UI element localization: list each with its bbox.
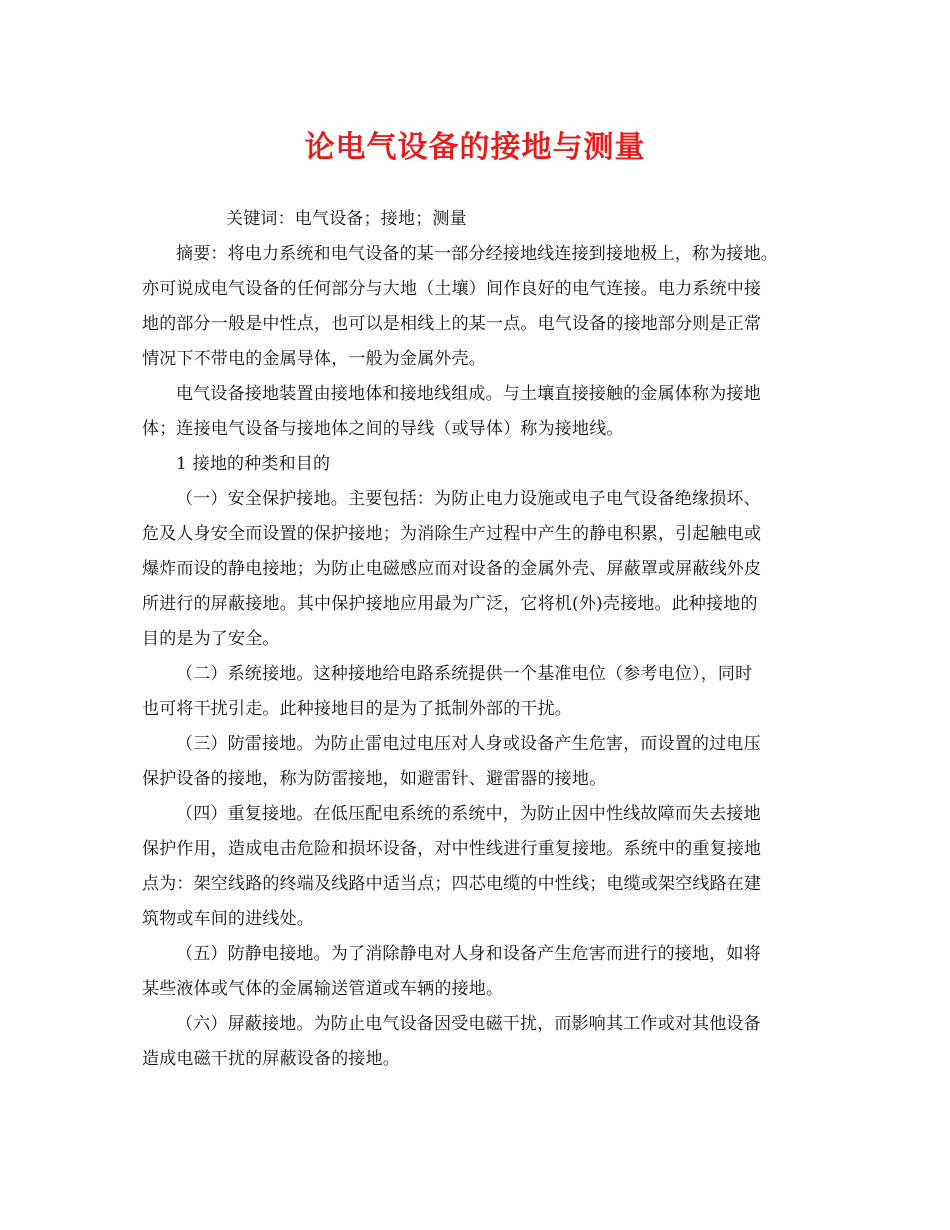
paragraph-line: （三）防雷接地。为防止雷电过电压对人身或设备产生危害，而设置的过电压	[176, 734, 761, 754]
paragraph-line: 保护设备的接地，称为防雷接地，如避雷针、避雷器的接地。	[142, 769, 607, 789]
paragraph-line: 地的部分一般是中性点，也可以是相线上的某一点。电气设备的接地部分则是正常	[142, 314, 762, 334]
paragraph-line: 保护作用，造成电击危险和损坏设备，对中性线进行重复接地。系统中的重复接地	[142, 839, 762, 859]
paragraph-grounding-device	[142, 377, 825, 447]
paragraph-line: 所进行的屏蔽接地。其中保护接地应用最为广泛，它将机(外)壳接地。此种接地的	[142, 594, 758, 614]
keywords-line: 关键词：电气设备；接地；测量	[226, 209, 467, 229]
paragraph-line: 摘要：将电力系统和电气设备的某一部分经接地线连接到接地极上，称为接地。	[176, 244, 778, 264]
paragraph-line: 造成电磁干扰的屏蔽设备的接地。	[142, 1049, 400, 1069]
paragraph-line: （四）重复接地。在低压配电系统的系统中，为防止因中性线故障而失去接地	[176, 804, 761, 824]
paragraph-line: （二）系统接地。这种接地给电路系统提供一个基准电位（参考电位），同时	[176, 664, 753, 684]
paragraph-line: 也可将干扰引走。此种接地目的是为了抵制外部的干扰。	[142, 699, 572, 719]
paragraph-line: 筑物或车间的进线处。	[142, 909, 314, 929]
paragraph-line: （五）防静电接地。为了消除静电对人身和设备产生危害而进行的接地，如将	[176, 944, 761, 964]
paragraph-line: 体；连接电气设备与接地体之间的导线（或导体）称为接地线。	[142, 419, 624, 439]
paragraph-line: 某些液体或气体的金属输送管道或车辆的接地。	[142, 979, 504, 999]
paragraph-line: 点为：架空线路的终端及线路中适当点；四芯电缆的中性线；电缆或架空线路在建	[142, 874, 762, 894]
paragraph-shield-grounding	[142, 1007, 825, 1077]
paragraph-line: 爆炸而设的静电接地；为防止电磁感应而对设备的金属外壳、屏蔽罩或屏蔽线外皮	[142, 559, 762, 579]
paragraph-safety-grounding	[142, 482, 825, 657]
paragraph-line: （六）屏蔽接地。为防止电气设备因受电磁干扰，而影响其工作或对其他设备	[176, 1014, 761, 1034]
paragraph-line: 电气设备接地装置由接地体和接地线组成。与土壤直接接触的金属体称为接地	[176, 384, 761, 404]
paragraph-line: 危及人身安全而设置的保护接地；为消除生产过程中产生的静电积累，引起触电或	[142, 524, 762, 544]
paragraph-lightning-grounding	[142, 727, 825, 797]
section-heading	[142, 447, 825, 482]
paragraph-line: 情况下不带电的金属导体，一般为金属外壳。	[142, 349, 486, 369]
paragraph-line: 亦可说成电气设备的任何部分与大地（土壤）间作良好的电气连接。电力系统中接	[142, 279, 762, 299]
paragraph-line: （一）安全保护接地。主要包括：为防止电力设施或电子电气设备绝缘损坏、	[176, 489, 761, 509]
paragraph-line: 目的是为了安全。	[142, 629, 280, 649]
section-heading-text: 1 接地的种类和目的	[176, 454, 331, 474]
paragraph-antistatic-grounding	[142, 937, 825, 1007]
paragraph-system-grounding	[142, 657, 825, 727]
paragraph-abstract	[142, 237, 825, 377]
paragraph-repeat-grounding	[142, 797, 825, 937]
document-body	[142, 202, 825, 1077]
document-title: 论电气设备的接地与测量	[304, 130, 646, 165]
